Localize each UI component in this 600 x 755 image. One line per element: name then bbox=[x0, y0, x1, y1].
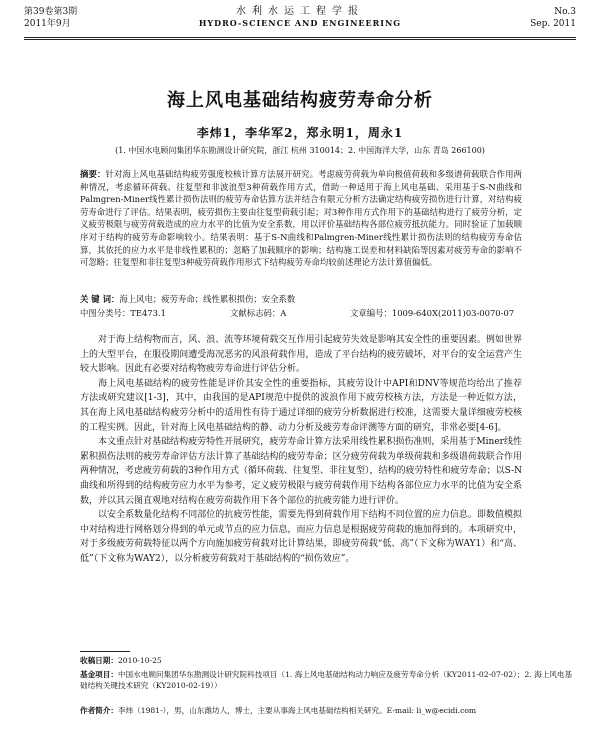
received-date: 2010-10-25 bbox=[117, 656, 162, 665]
abstract-text: 针对海上风电基础结构疲劳强度校核计算方法展开研究。考虑疲劳荷载为单向极值荷载和多级谱荷载联合作用两种情况，考虑循环荷载、往复型和非波浪型3种荷载作用方式，借助一种适用于海上风电基础、采用基于S-N曲线和Palmgren-Miner线性累计损伤法则的疲劳寿命估算方法并结合有限元分析方法确定结构疲劳损伤进行计算，对结构疲劳寿命进行了评估。结果表明，疲劳损伤主要由往复型荷载引起；对3种作用方式作用下的基础结构进行了疲劳分析，定义疲劳极限与疲劳荷载造成的应力水平的比值为安全系数，用以评价基础结构各部位疲劳抵抗能力。同时验证了加载顺序对于结构的疲劳寿命影响较小。结果表明：基于S-N曲线和Palmgren-Miner线性累计损伤法则的结构疲劳寿命估算，其依托的应力水平是非线性累积的；忽略了加载顺序的影响；结构施工误差和材料缺陷等因素对疲劳寿命的影响不可忽略；往复型和非往复型3种疲劳荷载作用形式下结构疲劳寿命均较前述理论方法计算值偏低。 bbox=[80, 169, 523, 268]
received-label: 收稿日期： bbox=[80, 656, 118, 665]
keywords-text: 海上风电；疲劳寿命；线性累积损伤；安全系数 bbox=[119, 294, 296, 304]
footnote-fund bbox=[80, 670, 576, 691]
footnote-received bbox=[80, 656, 576, 667]
date-en: Sep. 2011 bbox=[530, 19, 576, 29]
fund-text: 中国水电顾问集团华东勘测设计研究院科技项目（1. 海上风电基础结构动力响应及疲劳寿命分析（KY2011-02-07-02）；2. 海上风电基础结构关键技术研究（KY2010-02-19）） bbox=[80, 670, 573, 690]
issue-cn: 第39卷第3期 bbox=[24, 7, 78, 17]
affiliations: (1. 中国水电顾问集团华东勘测设计研究院，浙江 杭州 310014；2. 中国海洋大学，山东 青岛 266100) bbox=[115, 146, 485, 155]
fund-label: 基金项目： bbox=[80, 670, 118, 679]
paper-title: 海上风电基础结构疲劳寿命分析 bbox=[167, 90, 433, 111]
author-list: 李炜1，李华军2，郑永明1，周永1 bbox=[196, 126, 404, 140]
document-code: 文献标志码：A bbox=[230, 308, 287, 318]
article-number: 文章编号：1009-640X(2011)03-0070-07 bbox=[350, 308, 515, 318]
header-rule bbox=[24, 37, 576, 38]
journal-name-en: HYDRO-SCIENCE AND ENGINEERING bbox=[198, 18, 402, 28]
header-right bbox=[530, 6, 576, 30]
header-rule-thin bbox=[24, 39, 576, 40]
running-header bbox=[24, 6, 576, 36]
abstract bbox=[80, 168, 522, 269]
footnote-author bbox=[80, 706, 576, 717]
abstract-label: 摘要： bbox=[80, 169, 106, 179]
keywords bbox=[80, 293, 295, 305]
keywords-label: 关 键 词： bbox=[80, 294, 120, 304]
issue-en: No.3 bbox=[554, 7, 576, 17]
body-text bbox=[80, 333, 522, 567]
author-bio-text: 李炜（1981-），男，山东潍坊人，博士，主要从事海上风电基础结构相关研究。E-mail: li_w@ecidi.com bbox=[117, 706, 477, 715]
body-paragraph-3: 本文重点针对基础结构疲劳特性开展研究，疲劳寿命计算方法采用线性累积损伤准则，采用基于Miner线性累积损伤法则的疲劳寿命评估方法计算了基础结构的疲劳寿命；区分疲劳荷载为单级荷载和多级谱荷载联合作用两种情况，考虑疲劳荷载的3种作用方式（循环荷载、往复型、非往复型），结构的疲劳特性和疲劳寿命；以S-N曲线和所得到的结构疲劳应力水平为参考，定义疲劳极限与疲劳荷载作用下结构各部位应力水平的比值为安全系数，并以其云图直观地对结构在疲劳荷载作用下各个部位的抗疲劳能力进行评价。 bbox=[80, 437, 522, 506]
date-cn: 2011年9月 bbox=[24, 19, 71, 29]
footnote-rule bbox=[80, 651, 130, 652]
body-paragraph-2: 海上风电基础结构的疲劳性能是评价其安全性的重要指标，其疲劳设计中API和DNV等规范均给出了推荐方法或研究建议[1-3]，其中，由我国的是API规范中提供的波浪作用下疲劳校核方法，方法是一种近似方法，其在海上风电基础结构疲劳分析中的适用性有待于通过详细的疲劳分析数据进行校准，这需要大量详细疲劳校核的工程实例。因此，针对海上风电基础结构的静、动力分析及疲劳寿命评测等方面的研究，非常必要[4-6]。 bbox=[80, 378, 522, 433]
clc-number: 中图分类号：TE473.1 bbox=[80, 308, 166, 318]
body-paragraph-1: 对于海上结构物而言，风、浪、流等环境荷载交互作用引起疲劳失效是影响其安全性的重要因素。例如世界上的大型平台，在服役期间遭受海况恶劣的风浪荷载作用，造成了平台结构的疲劳破坏，对平台的安全运营产生较大影响。因此有必要对结构物疲劳寿命进行评估分析。 bbox=[80, 335, 522, 375]
author-bio-label: 作者简介： bbox=[80, 706, 118, 715]
journal-name-cn: 水利水运工程学报 bbox=[236, 6, 364, 17]
body-paragraph-4: 以安全系数量化结构不同部位的抗疲劳性能，需要先得到荷载作用下结构不同位置的应力信息。即数值模拟中对结构进行网格划分得到的单元或节点的应力信息，而应力信息是根据疲劳荷载的施加得到的。本项研究中，对于多级疲劳荷载特征以两个方向施加疲劳荷载对比计算结果，即疲劳荷载“低、高”（下文称为WAY1）和“高、低”（下文称为WAY2），以分析疲劳荷载对于基础结构的“损伤效应”。 bbox=[80, 510, 522, 564]
